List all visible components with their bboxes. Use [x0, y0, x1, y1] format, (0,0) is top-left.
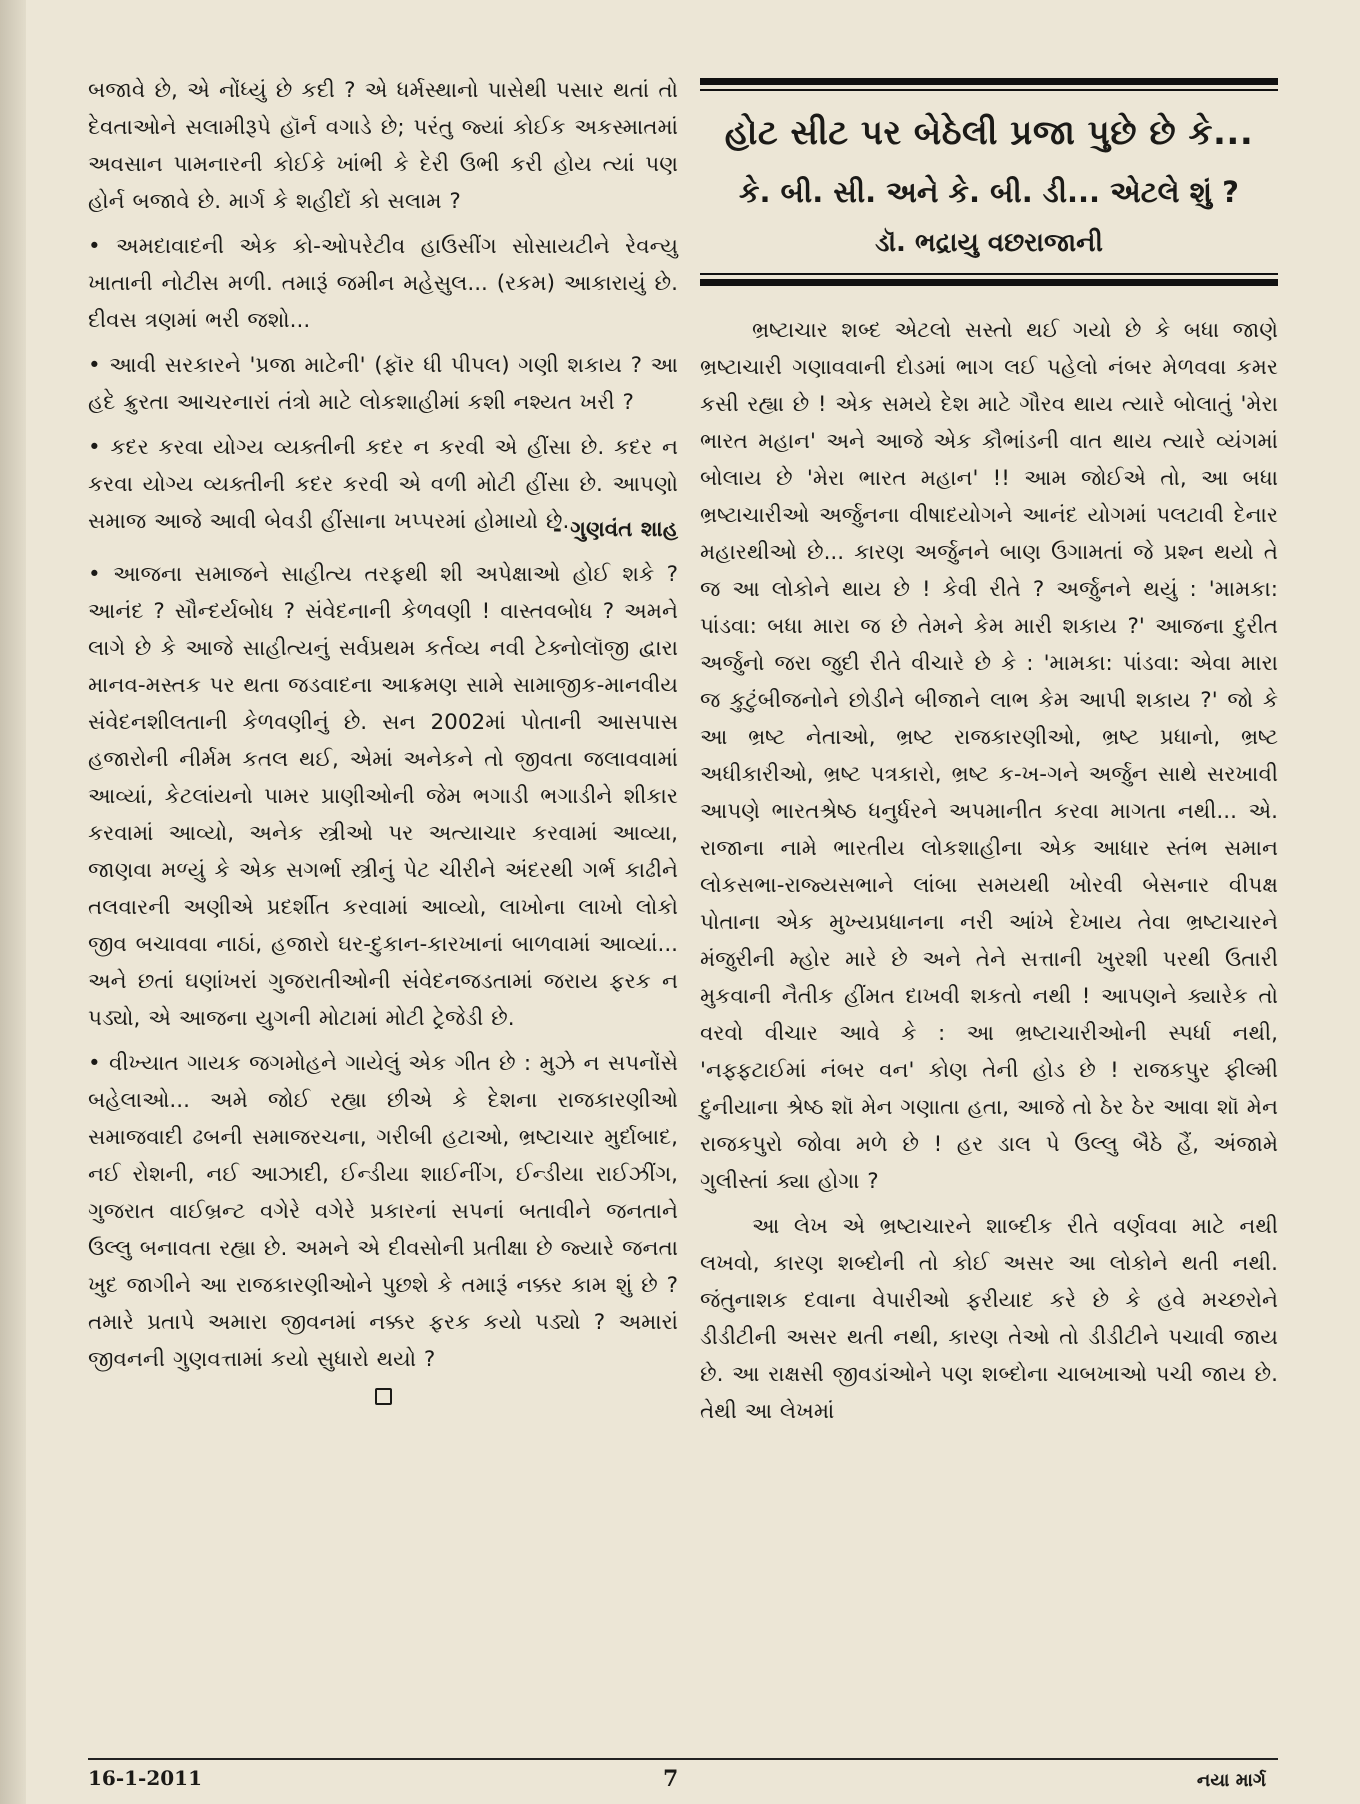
left-paragraph-2: • અમદાવાદની એક કો-ઓપરેટીવ હાઉસીંગ સોસાયટીને રેવન્યુ ખાતાની નોટીસ મળી. તમારૂં જમીન મહેસુલ... (રકમ) આકારાયું છે. દીવસ ત્રણમાં ભરી જશો...	[88, 234, 678, 333]
top-rule	[700, 78, 1278, 85]
hollow-square-icon	[375, 1388, 392, 1405]
left-paragraph-6: • વીખ્યાત ગાયક જગમોહને ગાયેલું એક ગીત છે : મુઝે ન સપનોંસે બહેલાઓ... અમે જોઈ રહ્યા છીએ કે દેશના રાજકારણીઓ સમાજવાદી ઢબની સમાજરચના, ગરીબી હટાઓ, ભ્રષ્ટાચાર મુર્દાબાદ, નઈ રોશની, નઈ આઝાદી, ઈન્ડીયા શાઈનીંગ, ઈન્ડીયા રાઈઝીંગ, ગુજરાત વાઈબ્રન્ટ વગેરે વગેરે પ્રકારનાં સપનાં બતાવીને જનતાને ઉલ્લુ બનાવતા રહ્યા છે. અમને એ દીવસોની પ્રતીક્ષા છે જ્યારે જનતા ખુદ જાગીને આ રાજકારણીઓને પુછશે કે તમારૂં નક્કર કામ શું છે ? તમારે પ્રતાપે અમારા જીવનમાં નક્કર ફરક કયો પડ્યો ? અમારાં જીવનની ગુણવત્તામાં કયો સુધારો થયો ?	[88, 1051, 678, 1372]
bottom-rule	[700, 279, 1278, 286]
article-byline: ડૉ. ભદ્રાયુ વછરાજાની	[875, 228, 1103, 258]
left-column	[88, 72, 678, 1411]
bottom-rule-thin	[700, 273, 1278, 275]
publication-name: નયા માર્ગ	[1196, 1770, 1266, 1791]
article-headline: હોટ સીટ પર બેઠેલી પ્રજા પુછે છે કે...	[724, 113, 1254, 153]
left-paragraph-1: બજાવે છે, એ નોંધ્યું છે કદી ? એ ધર્મસ્થાનો પાસેથી પસાર થતાં તો દેવતાઓને સલામીરૂપે હૉર્ન વગાડે છે; પરંતુ જ્યાં કોઈક અકસ્માતમાં અવસાન પામનારની કોઈકે ખાંભી કે દેરી ઉભી કરી હોય ત્યાં પણ હોર્ન બજાવે છે. માર્ગ કે શહીદોં કો સલામ ?	[88, 78, 678, 214]
left-paragraph-4: • કદર કરવા યોગ્ય વ્યક્તીની કદર ન કરવી એ હીંસા છે. કદર ન કરવા યોગ્ય વ્યક્તીની કદર કરવી એ વળી મોટી હીંસા છે. આપણો સમાજ આજે આવી બેવડી હીંસાના ખપ્પરમાં હોમાયો છે.	[88, 435, 678, 534]
end-of-section-mark	[88, 1386, 678, 1411]
article-subheadline: કે. બી. સી. અને કે. બી. ડી... એટલે શું ?	[739, 175, 1239, 209]
article-header	[700, 78, 1278, 286]
top-rule-thin	[700, 89, 1278, 91]
page-footer	[88, 1758, 1278, 1790]
page-binding-edge	[0, 0, 26, 1804]
article-column	[700, 78, 1278, 1438]
issue-date: 16-1-2011	[88, 1766, 203, 1790]
article-paragraph-2: આ લેખ એ ભ્રષ્ટાચારને શાબ્દીક રીતે વર્ણવવા માટે નથી લખવો, કારણ શબ્દોની તો કોઈ અસર આ લોકોને થતી નથી. જંતુનાશક દવાના વેપારીઓ ફરીયાદ કરે છે કે હવે મચ્છરોને ડીડીટીની અસર થતી નથી, કારણ તેઓ તો ડીડીટીને પચાવી જાય છે. આ રાક્ષસી જીવડાંઓને પણ શબ્દોના ચાબખાઓ પચી જાય છે. તેથી આ લેખમાં	[700, 1214, 1278, 1424]
quote-author: - ગુણવંત શાહ	[552, 517, 678, 542]
article-paragraph-1: ભ્રષ્ટાચાર શબ્દ એટલો સસ્તો થઈ ગયો છે કે બધા જાણે ભ્રષ્ટાચારી ગણાવવાની દોડમાં ભાગ લઈ પહેલો નંબર મેળવવા કમર કસી રહ્યા છે ! એક સમયે દેશ માટે ગૌરવ થાય ત્યારે બોલાતું 'મેરા ભારત મહાન' અને આજે એક કૌભાંડની વાત થાય ત્યારે વ્યંગમાં બોલાય છે 'મેરા ભારત મહાન' !! આમ જોઈએ તો, આ બધા ભ્રષ્ટાચારીઓ અર્જુનના વીષાદયોગને આનંદ યોગમાં પલટાવી દેનાર મહારથીઓ છે... કારણ અર્જુનને બાણ ઉગામતાં જે પ્રશ્ન થયો તે જ આ લોકોને થાય છે ! કેવી રીતે ? અર્જુનને થયું : 'મામકા: પાંડવા: બધા મારા જ છે તેમને કેમ મારી શકાય ?' આજના દુરીત અર્જુનો જરા જુદી રીતે વીચારે છે કે : 'મામકા: પાંડવા: એવા મારા જ કુટુંબીજનોને છોડીને બીજાને લાભ કેમ આપી શકાય ?' જો કે આ ભ્રષ્ટ નેતાઓ, ભ્રષ્ટ રાજકારણીઓ, ભ્રષ્ટ પ્રધાનો, ભ્રષ્ટ અધીકારીઓ, ભ્રષ્ટ પત્રકારો, ભ્રષ્ટ ક-ખ-ગને અર્જુન સાથે સરખાવી આપણે ભારતશ્રેષ્ઠ ધનુર્ધરને અપમાનીત કરવા માગતા નથી... એ. રાજાના નામે ભારતીય લોકશાહીના એક આધાર સ્તંભ સમાન લોકસભા-રાજ્યસભાને લાંબા સમયથી ખોરવી બેસનાર વીપક્ષ પોતાના એક મુખ્યપ્રધાનના નરી આંખે દેખાય તેવા ભ્રષ્ટાચારને મંજુરીની મ્હોર મારે છે અને તેને સત્તાની ખુરશી પરથી ઉતારી મુકવાની નૈતીક હીંમત દાખવી શકતો નથી ! આપણને ક્યારેક તો વરવો વીચાર આવે કે : આ ભ્રષ્ટાચારીઓની સ્પર્ધા નથી, 'નફ્ફટાઈમાં નંબર વન' કોણ તેની હોડ છે ! રાજકપુર ફીલ્મી દુનીયાના શ્રેષ્ઠ શૉ મેન ગણાતા હતા, આજે તો ઠેર ઠેર આવા શૉ મેન રાજકપુરો જોવા મળે છે ! હર ડાલ પે ઉલ્લુ બૈઠે હૈં, અંજામે ગુલીસ્તાં ક્યા હોગા ?	[700, 318, 1278, 1194]
quote-block	[88, 429, 678, 548]
page-number: 7	[663, 1766, 679, 1792]
left-paragraph-5: • આજના સમાજને સાહીત્ય તરફથી શી અપેક્ષાઓ હોઈ શકે ? આનંદ ? સૌન્દર્યબોધ ? સંવેદનાની કેળવણી ! વાસ્તવબોધ ? અમને લાગે છે કે આજે સાહીત્યનું સર્વપ્રથમ કર્તવ્ય નવી ટેક્નોલૉજી દ્વારા માનવ-મસ્તક પર થતા જડવાદના આક્રમણ સામે સામાજીક-માનવીય સંવેદનશીલતાની કેળવણીનું છે. સન 2002માં પોતાની આસપાસ હજારોની નીર્મમ કતલ થઈ, એમાં અનેકને તો જીવતા જલાવવામાં આવ્યાં, કેટલાંયનો પામર પ્રાણીઓની જેમ ભગાડી ભગાડીને શીકાર કરવામાં આવ્યો, અનેક સ્ત્રીઓ પર અત્યાચાર કરવામાં આવ્યા, જાણવા મળ્યું કે એક સગર્ભા સ્ત્રીનું પેટ ચીરીને અંદરથી ગર્ભ કાઢીને તલવારની અણીએ પ્રદર્શીત કરવામાં આવ્યો, લાખોના લાખો લોકો જીવ બચાવવા નાઠાં, હજારો ઘર-દુકાન-કારખાનાં બાળવામાં આવ્યાં... અને છતાં ઘણાંખરાં ગુજરાતીઓની સંવેદનજડતામાં જરાય ફરક ન પડ્યો, એ આજના યુગની મોટામાં મોટી ટ્રેજેડી છે.	[88, 562, 678, 1031]
left-paragraph-3: • આવી સરકારને 'પ્રજા માટેની' (ફૉર ધી પીપલ) ગણી શકાય ? આ હદે ક્રુરતા આચરનારાં તંત્રો માટે લોકશાહીમાં કશી નશ્યત ખરી ?	[88, 353, 678, 415]
